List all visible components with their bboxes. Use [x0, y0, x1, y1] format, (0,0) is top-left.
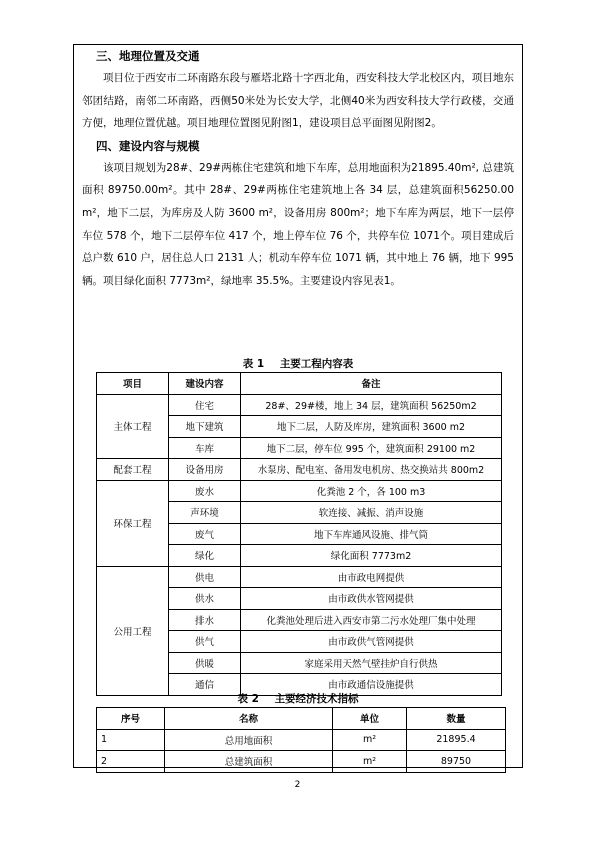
page-frame	[73, 44, 523, 768]
table1-caption	[82, 354, 514, 374]
table-cell: 废水	[169, 480, 241, 502]
table-cell: 绿化面积 7773m2	[241, 545, 502, 567]
table2-caption-title: 主要经济技术指标	[274, 693, 359, 705]
table-header-cell: 单位	[333, 708, 407, 730]
page-number: 2	[294, 780, 301, 790]
table-row	[97, 459, 502, 481]
section-heading-location: 三、地理位置及交通	[96, 49, 200, 63]
table-cell: 地下车库通风设施、排气筒	[241, 523, 502, 545]
table-cell: 21895.4	[407, 729, 506, 751]
table-cell: 89750	[407, 751, 506, 773]
table-cell: 由市政供水管网提供	[241, 588, 502, 610]
table-cell: 供暖	[169, 652, 241, 674]
table-cell: 由市政电网提供	[241, 566, 502, 588]
table-cell: 软连接、减振、消声设施	[241, 502, 502, 524]
table-cell: 供气	[169, 631, 241, 653]
table-header-cell: 备注	[241, 373, 502, 395]
table-row	[97, 751, 506, 773]
table1-caption-number: 表 1	[242, 358, 265, 370]
table-group-cell: 配套工程	[97, 459, 169, 481]
table-header-cell: 项目	[97, 373, 169, 395]
table-cell: 绿化	[169, 545, 241, 567]
table-row	[97, 394, 502, 416]
table2-caption	[82, 689, 514, 709]
table-row	[97, 480, 502, 502]
table-header-row	[97, 708, 506, 730]
table-header-cell: 序号	[97, 708, 165, 730]
table-group-cell: 公用工程	[97, 566, 169, 695]
table-cell: 由市政通信设施提供	[241, 674, 502, 696]
table-header-row	[97, 373, 502, 395]
table-cell: 水泵房、配电室、备用发电机房、热交换站共 800m2	[241, 459, 502, 481]
table-cell: 地下建筑	[169, 416, 241, 438]
table-body	[97, 394, 502, 695]
table-row	[97, 729, 506, 751]
table-cell: 地下二层，停车位 995 个，建筑面积 29100 m2	[241, 437, 502, 459]
table-cell: 总用地面积	[165, 729, 333, 751]
document-body	[82, 45, 514, 769]
table-cell: 地下二层，人防及库房，建筑面积 3600 m2	[241, 416, 502, 438]
table-cell: 化粪池处理后进入西安市第二污水处理厂集中处理	[241, 609, 502, 631]
main-works-table	[96, 372, 502, 696]
table-header-cell: 名称	[165, 708, 333, 730]
table-group-cell: 主体工程	[97, 394, 169, 459]
table-cell: 化粪池 2 个，各 100 m3	[241, 480, 502, 502]
table1-caption-title: 主要工程内容表	[279, 358, 354, 370]
table-row	[97, 566, 502, 588]
table2-caption-number: 表 2	[237, 693, 259, 705]
table-cell: 车库	[169, 437, 241, 459]
table-header-cell: 建设内容	[169, 373, 241, 395]
paragraph-scope: 该项目规划为28#、29#两栋住宅建筑和地下车库，总用地面积为21895.40m², 总建筑面积 89750.00m²。其中 28#、29#两栋住宅建筑地上各 34 层，总建筑面积56250.00 m²，地下二层，为库房及人防 3600 m²，设备用房 800m²；地下车库为两层，地下一层停车位 578 个，地下二层停车位 417 个，地上停车位 76 个，共停车位 1071个。项目建成后总户数 610 户，居住总人口 2131 人；机动车停车位 1071 辆，其中地上 76 辆，地下 995 辆。项目绿化面积 7773m²，绿地率 35.5%。主要建设内容见表1。	[82, 161, 514, 287]
table-cell: 废气	[169, 523, 241, 545]
paragraph-location: 项目位于西安市二环南路东段与雁塔北路十字西北角，西安科技大学北校区内，项目地东邻团结路，南邻二环南路，西侧50米处为长安大学，北侧40米为西安科技大学行政楼，交通方便，地理位置优越。项目地理位置图见附图1，建设项目总平面图见附图2。	[82, 72, 514, 130]
table-cell: 通信	[169, 674, 241, 696]
table-cell: 供电	[169, 566, 241, 588]
table-header-cell: 数量	[407, 708, 506, 730]
table-cell: 住宅	[169, 394, 241, 416]
table-cell: 28#、29#楼，地上 34 层，建筑面积 56250m2	[241, 394, 502, 416]
table-cell: 2	[97, 751, 165, 773]
table-cell: 声环境	[169, 502, 241, 524]
table-cell: 设备用房	[169, 459, 241, 481]
table-cell: 由市政供气管网提供	[241, 631, 502, 653]
table-cell: 1	[97, 729, 165, 751]
table-cell: 总建筑面积	[165, 751, 333, 773]
economic-indicators-table	[96, 707, 506, 773]
table-cell: m²	[333, 729, 407, 751]
table-cell: 供水	[169, 588, 241, 610]
table-cell: 家庭采用天然气壁挂炉自行供热	[241, 652, 502, 674]
section-heading-scope: 四、建设内容与规模	[96, 138, 200, 153]
table-group-cell: 环保工程	[97, 480, 169, 566]
table-cell: 排水	[169, 609, 241, 631]
table-cell: m²	[333, 751, 407, 773]
